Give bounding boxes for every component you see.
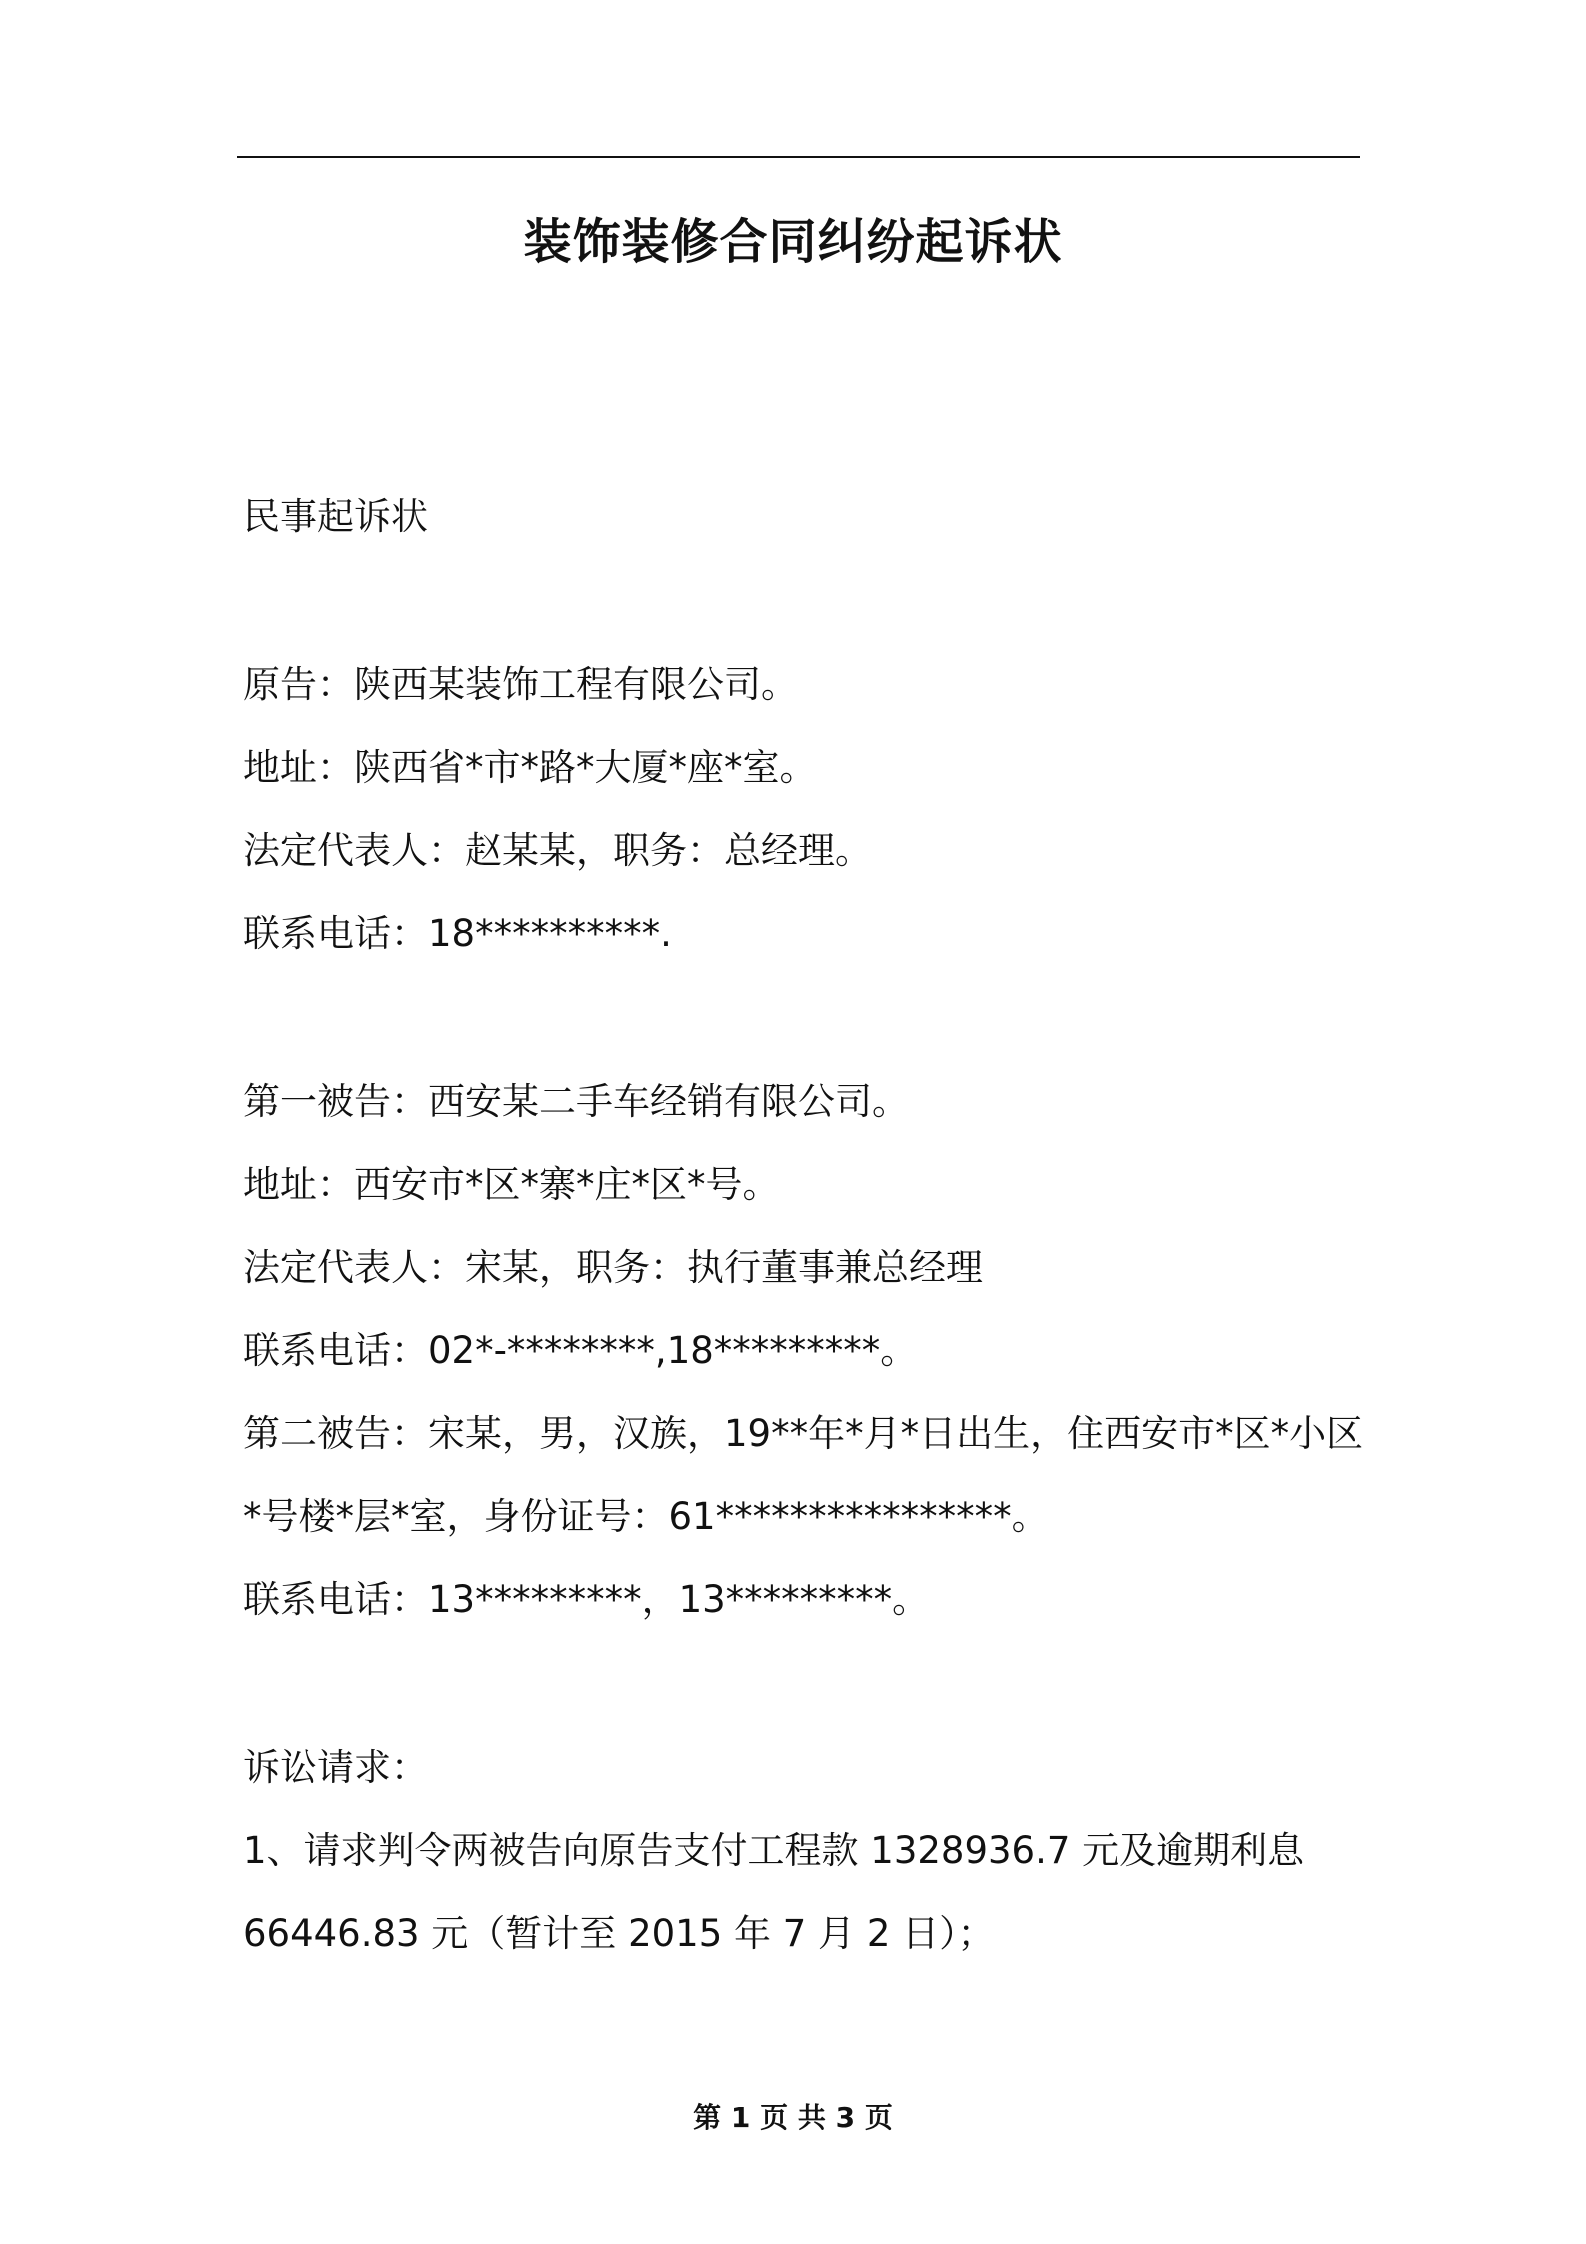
document-type: 民事起诉状 (243, 495, 428, 538)
document-title: 装饰装修合同纠纷起诉状 (523, 214, 1063, 270)
defendant2-line1: 第二被告：宋某，男，汉族，19**年*月*日出生，住西安市*区*小区 (243, 1412, 1364, 1455)
header-rule (237, 156, 1360, 158)
plaintiff-phone: 联系电话：18**********. (243, 912, 672, 955)
claim-item1-line2: 66446.83 元（暂计至 2015 年 7 月 2 日）； (243, 1912, 995, 1955)
defendant1-phone: 联系电话：02*-********,18*********。 (243, 1329, 918, 1372)
plaintiff-name: 原告：陕西某装饰工程有限公司。 (243, 663, 798, 706)
defendant1-legal-rep: 法定代表人：宋某，职务：执行董事兼总经理 (243, 1246, 983, 1289)
claim-item1-line1: 1、请求判令两被告向原告支付工程款 1328936.7 元及逾期利息 (243, 1829, 1305, 1872)
plaintiff-address: 地址：陕西省*市*路*大厦*座*室。 (243, 746, 817, 789)
defendant2-line2: *号楼*层*室，身份证号：61****************。 (243, 1495, 1049, 1538)
page-footer: 第 1 页 共 3 页 (693, 2101, 893, 2134)
plaintiff-legal-rep: 法定代表人：赵某某，职务：总经理。 (243, 829, 872, 872)
defendant1-name: 第一被告：西安某二手车经销有限公司。 (243, 1080, 909, 1123)
claims-heading: 诉讼请求： (243, 1746, 428, 1789)
defendant2-phone: 联系电话：13*********，13*********。 (243, 1578, 930, 1621)
defendant1-address: 地址：西安市*区*寨*庄*区*号。 (243, 1163, 780, 1206)
